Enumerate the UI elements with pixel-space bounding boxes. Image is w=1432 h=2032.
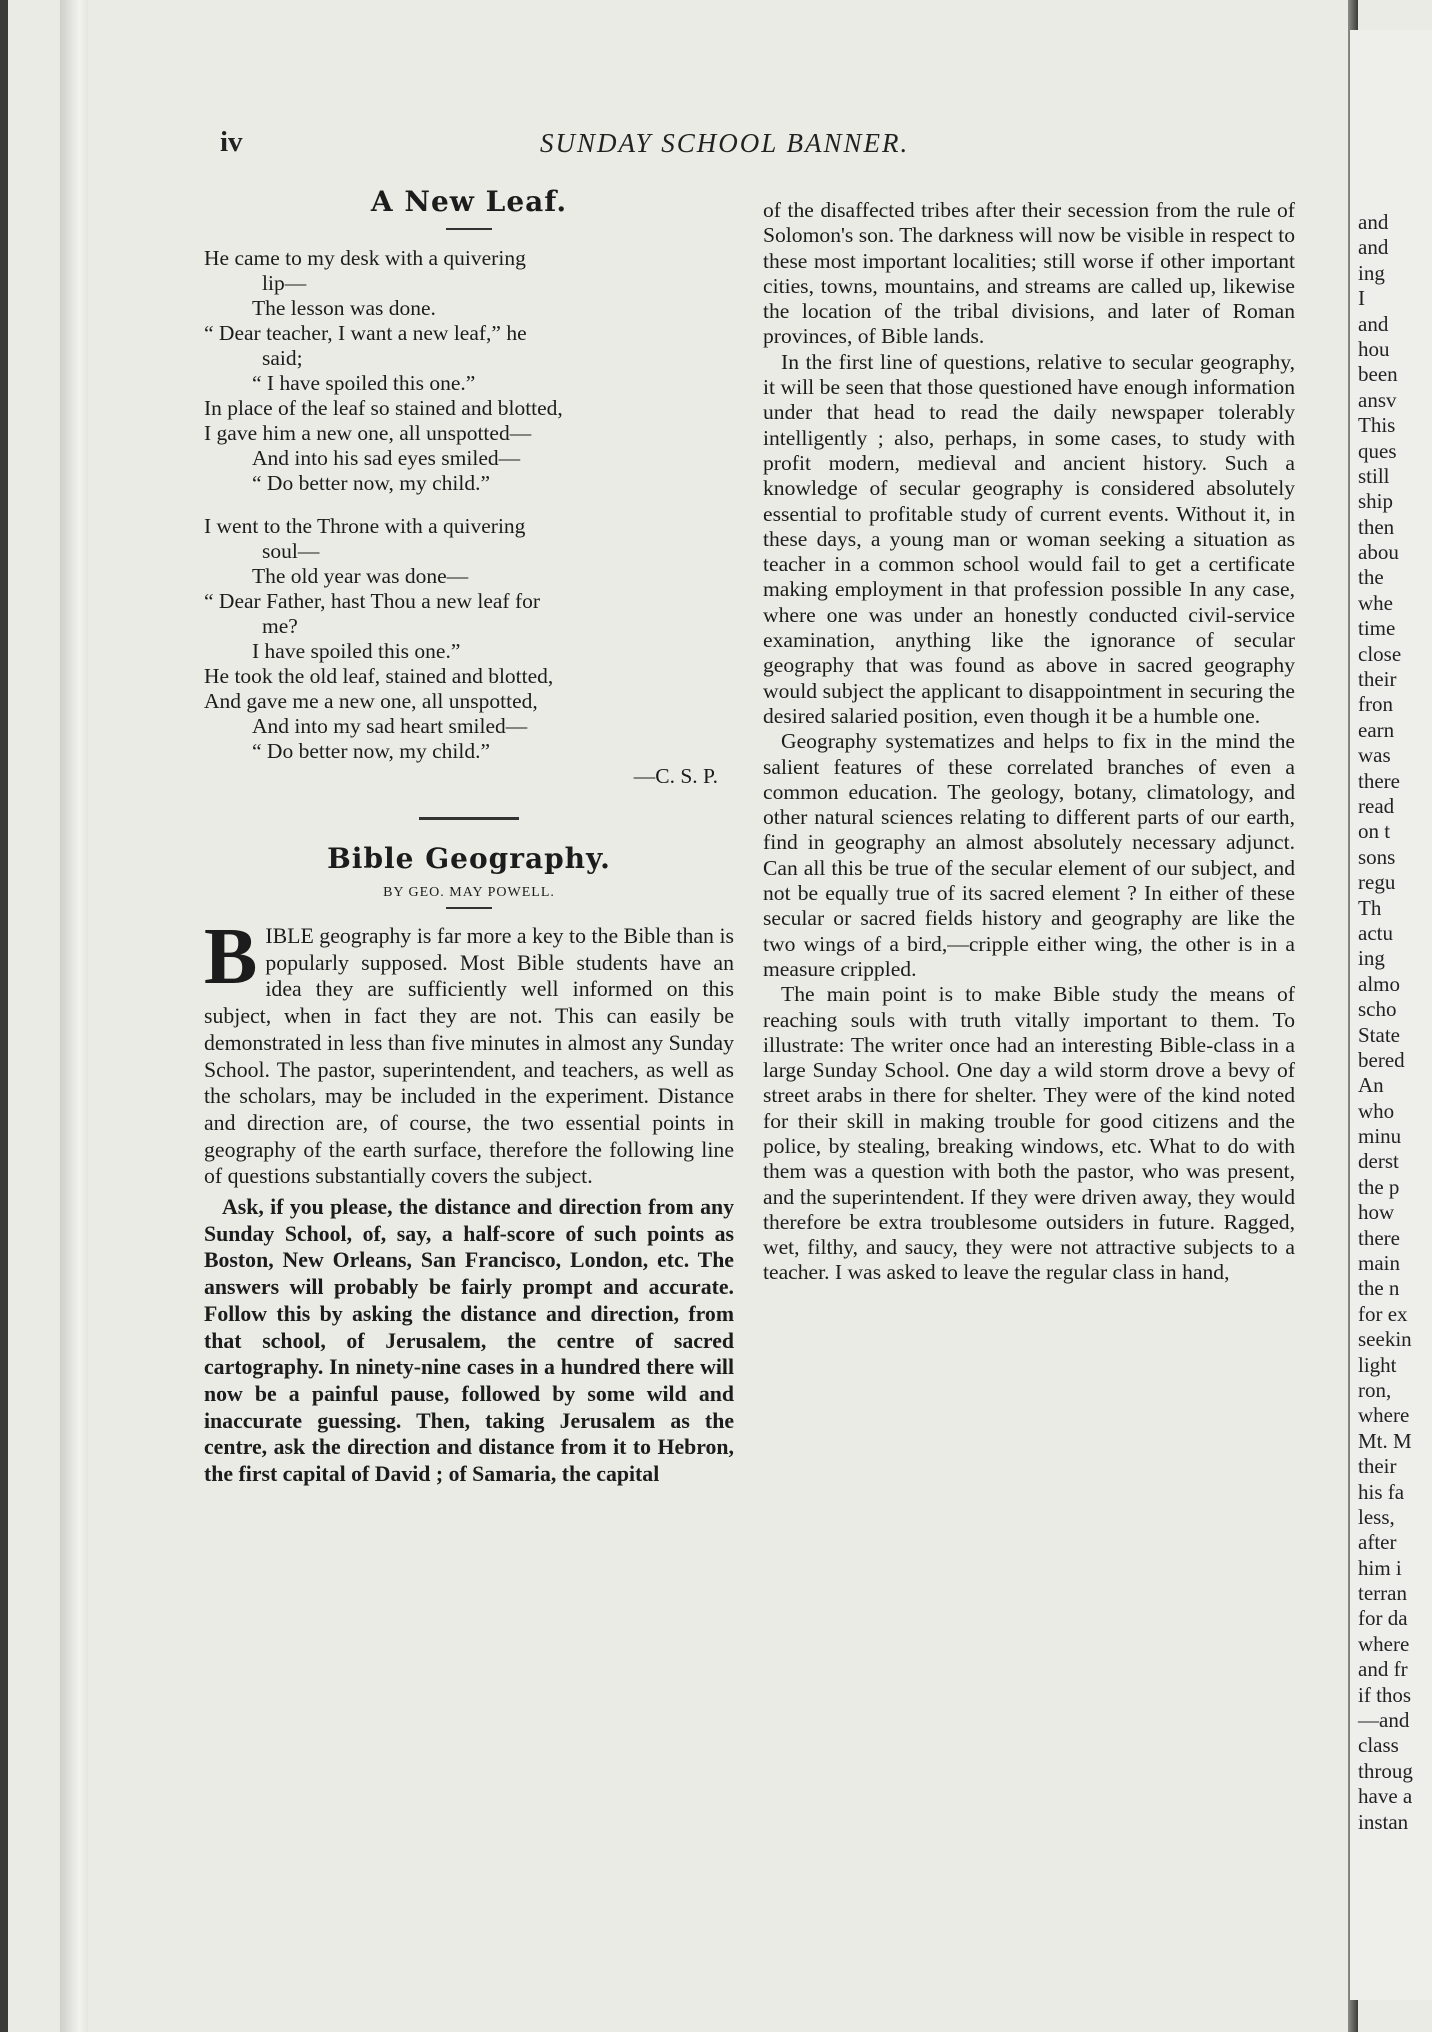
poem-line: “ Dear Father, hast Thou a new leaf for <box>204 589 541 613</box>
poem-line: I have spoiled this one.” <box>252 639 461 663</box>
article-body-left <box>204 913 734 1488</box>
page-spine-edge <box>60 0 88 2032</box>
poem-line: And into my sad heart smiled— <box>252 714 528 738</box>
scanned-page <box>8 0 1432 2032</box>
poem-line: “ Dear teacher, I want a new leaf,” he <box>204 321 527 345</box>
poem-line: In place of the leaf so stained and blotted, <box>204 396 563 420</box>
poem-signature: —C. S. P. <box>633 764 718 788</box>
article-paragraph: The main point is to make Bible study the means of reaching souls with truth vitally important to them. To illustrate: The writer once had an interesting Bible-class in a large Sunday School. One day a wild storm drove a bevy of street arabs in there for shelter. They were of the kind noted for their skill in making trouble for good citizens and the police, by stealing, breaking windows, etc. What to do with them was a question with both the pastor, who was present, and the superintendent. If they were driven away, they would therefore be extra troublesome outsiders in future. Ragged, wet, filthy, and saucy, they were not attractive subjects to a teacher. I was asked to leave the regular class in hand, <box>763 982 1295 1285</box>
section-divider <box>419 817 519 820</box>
page-header <box>220 126 1270 166</box>
poem-title: A New Leaf. <box>370 185 568 218</box>
poem-line: He came to my desk with a quivering <box>204 246 526 270</box>
poem-line: The old year was done— <box>252 564 469 588</box>
running-title: SUNDAY SCHOOL BANNER. <box>540 128 910 158</box>
article-paragraph: Ask, if you please, the distance and direction from any Sunday School, of, say, a half-score of such points as Boston, New Orleans, San Francisco, London, etc. The answers will probably be fairly prompt and accurate. Follow this by asking the distance and direction, from that school, of Jerusalem, the centre of sacred cartography. In ninety-nine cases in a hundred there will now be a painful pause, followed by some wild and inaccurate guessing. Then, taking Jerusalem as the centre, ask the direction and distance from it to Hebron, the first capital of David ; of Samaria, the capital <box>204 1195 734 1487</box>
poem-line: The lesson was done. <box>252 296 436 320</box>
stanza-gap <box>204 496 734 514</box>
title-rule <box>446 228 492 230</box>
poem-line: said; <box>262 346 303 370</box>
poem-line: “ Do better now, my child.” <box>252 739 491 763</box>
poem-line: I gave him a new one, all unspotted— <box>204 421 532 445</box>
poem-line: And into his sad eyes smiled— <box>252 446 521 470</box>
drop-cap: B <box>204 913 258 1001</box>
poem-line: I went to the Throne with a quivering <box>204 514 526 538</box>
page-folio: iv <box>220 126 243 158</box>
poem-line: me? <box>262 614 298 638</box>
poem-line: “ I have spoiled this one.” <box>252 371 476 395</box>
poem-line: lip— <box>262 271 307 295</box>
byline-rule <box>446 907 492 909</box>
article-paragraph: In the first line of questions, relative to secular geography, it will be seen that those questioned have enough information under that head to read the daily newspaper tolerably intelligently ; also, perhaps, in some cases, to study with profit modern, medieval and ancient history. Such a knowledge of secular geography is considered absolutely essential to profitable study of current events. Without it, in these days, a young man or woman seeking a situation as teacher in a common school would fail to get a certificate making employment in that profession possible In any case, where one was under an honestly conducted civil-service examination, anything like the ignorance of secular geography that was found as above in sacred geography would subject the applicant to disappointment in securing the desired salaried position, even though it be a humble one. <box>763 349 1295 728</box>
column-left <box>204 185 734 1488</box>
poem-line: soul— <box>262 539 320 563</box>
poem-line: He took the old leaf, stained and blotted, <box>204 664 554 688</box>
article-byline: BY GEO. MAY POWELL. <box>383 885 555 900</box>
column-right <box>763 198 1295 1286</box>
article-title: Bible Geography. <box>327 842 611 875</box>
facing-page-edge <box>1350 30 1432 2000</box>
poem-line: “ Do better now, my child.” <box>252 471 491 495</box>
article-paragraph: Geography systematizes and helps to fix in the mind the salient features of these correlated branches of even a common education. The geology, botany, climatology, and other natural sciences relating to different parts of our earth, find in geography an almost absolutely necessary adjunct. Can all this be true of the secular element of our subject, and not be equally true of its sacred element ? In either of these secular or sacred fields history and geography are like the two wings of a bird,—cripple either wing, the other is in a measure crippled. <box>763 729 1295 981</box>
facing-page-fragments: and and ing I and hou been ansv This ques still ship then abou the whe time close their fron earn was there read on t sons regu Th actu ing almo scho State bered An who minu derst the p how there main the n for ex seekin light ron, where Mt. M their his fa less, after him i terran for da where and fr if thos —and class throug have a instan <box>1358 210 1413 1834</box>
article-paragraph: of the disaffected tribes after their secession from the rule of Solomon's son. The darkness will now be visible in respect to these most important localities; still worse if other important cities, towns, mountains, and streams are called up, likewise the location of the tribal divisions, and later of Roman provinces, of Bible lands. <box>763 198 1295 349</box>
poem-body <box>204 246 734 789</box>
poem-line: And gave me a new one, all unspotted, <box>204 689 538 713</box>
article-paragraph: BIBLE geography is far more a key to the Bible than is popularly supposed. Most Bible students have an idea they are sufficiently well informed on this subject, when in fact they are not. This can easily be demonstrated in less than five minutes in almost any Sunday School. The pastor, superintendent, and teachers, as well as the scholars, may be included in the experiment. Distance and direction are, of course, the two essential points in geography of the earth surface, therefore the following line of questions substantially covers the subject. <box>204 913 734 1189</box>
